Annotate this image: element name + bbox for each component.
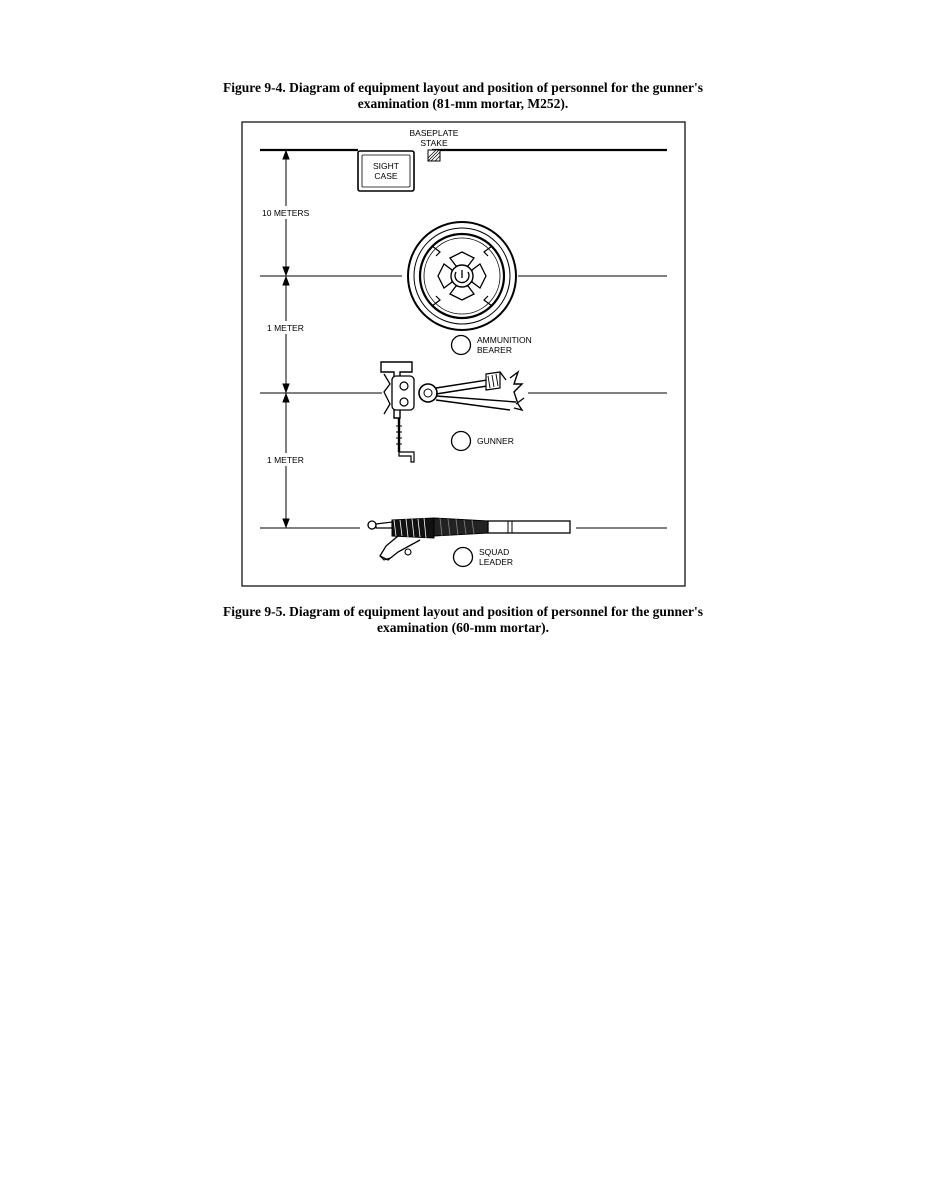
distance-label-1m: 1 METER (267, 323, 304, 333)
baseplate-icon (408, 222, 516, 330)
arrow-down-icon (283, 384, 289, 392)
baseplate-stake-label: STAKE (420, 138, 448, 148)
distance-label-10m: 10 METERS (262, 208, 310, 218)
arrow-down-icon (283, 519, 289, 527)
distance-label-1m: 1 METER (267, 455, 304, 465)
caption-line: Figure 9-4. Diagram of equipment layout and position of personnel for the gunner's (223, 80, 703, 95)
squad-leader-label: SQUAD (479, 547, 510, 557)
caption-line: examination (81-mm mortar, M252). (357, 96, 569, 111)
squad-leader-position-icon (454, 548, 473, 567)
squad-leader-label: LEADER (479, 557, 514, 567)
sight-case-label: SIGHT (373, 161, 399, 171)
ammunition-bearer-position-icon (452, 336, 471, 355)
gunner-position-icon (452, 432, 471, 451)
ammunition-bearer-label: BEARER (477, 345, 512, 355)
arrow-up-icon (283, 151, 289, 159)
caption-line: Figure 9-5. Diagram of equipment layout and position of personnel for the gunner's (223, 604, 703, 619)
caption-line: examination (60-mm mortar). (376, 620, 550, 635)
figure-9-5-caption (0, 604, 926, 636)
arrow-down-icon (283, 267, 289, 275)
sight-case-label: CASE (374, 171, 398, 181)
gunner-label: GUNNER (477, 436, 514, 446)
ammunition-bearer-label: AMMUNITION (477, 335, 532, 345)
baseplate-stake (410, 128, 459, 161)
baseplate-stake-label: BASEPLATE (409, 128, 459, 138)
bipod-assembly-icon (381, 362, 524, 462)
arrow-up-icon (283, 277, 289, 285)
sight-case (358, 151, 414, 191)
arrow-up-icon (283, 394, 289, 402)
